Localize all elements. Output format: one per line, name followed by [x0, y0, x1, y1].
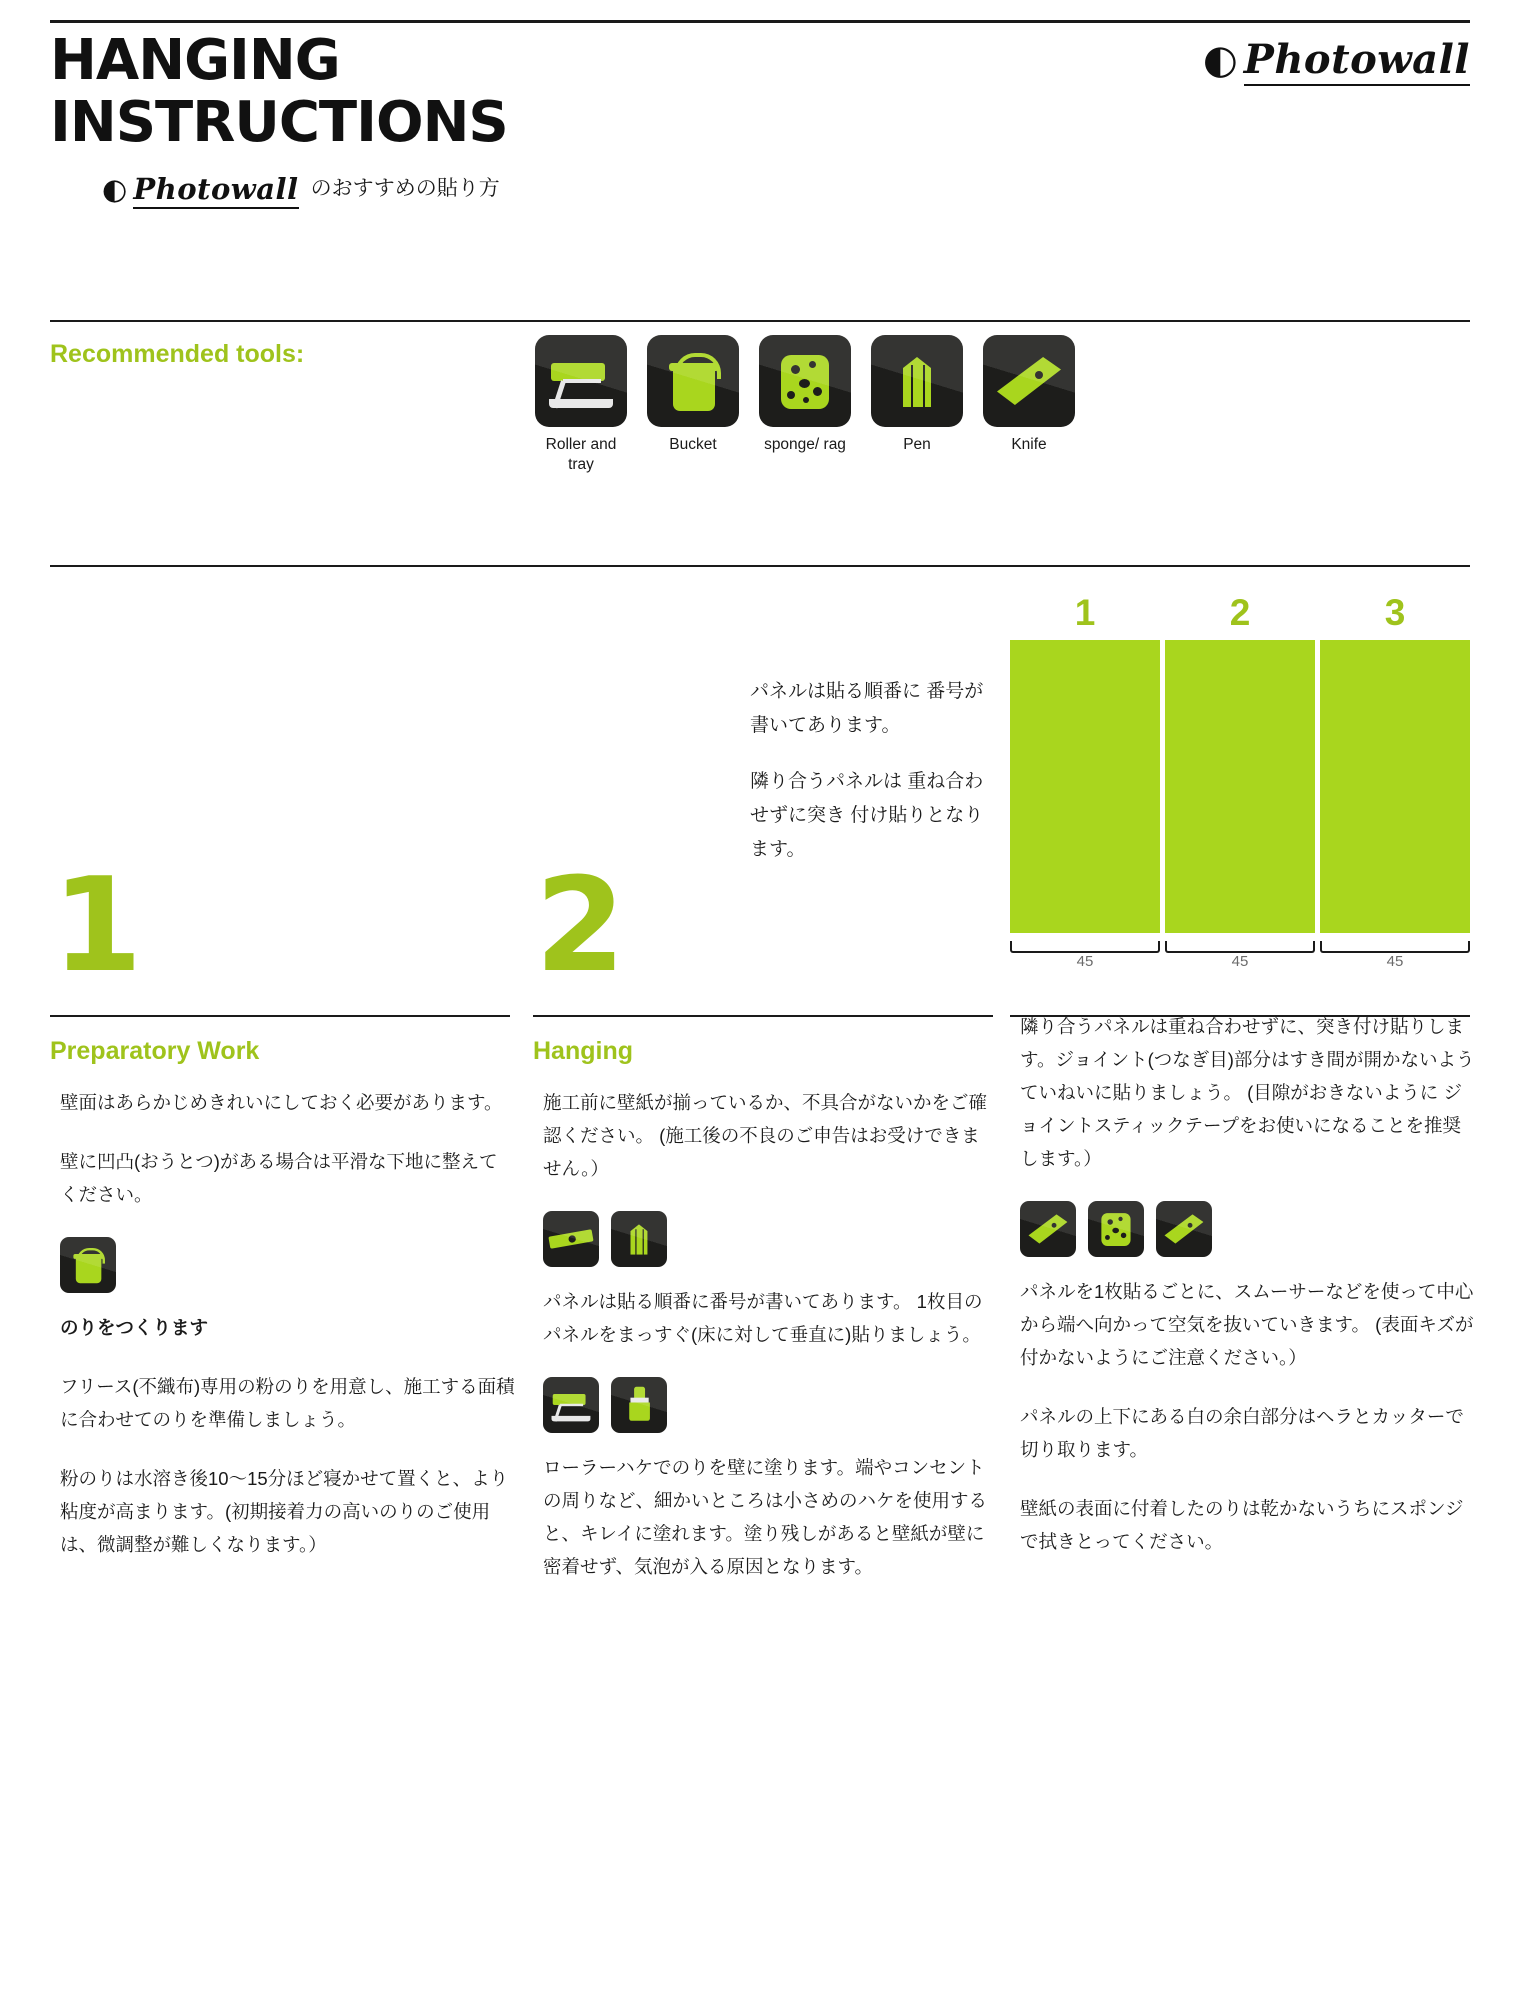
knife-icon: [983, 335, 1075, 427]
header-top-rule: [50, 20, 1470, 23]
panel-width-brace: [1010, 935, 1160, 969]
section-rule: [50, 565, 1470, 567]
panel-width-braces: [1010, 935, 1470, 969]
panel-diagram: [1010, 592, 1470, 969]
joining-icon-row: [1010, 1201, 1475, 1257]
hanging-paragraph-1: 施工前に壁紙が揃っているか、不具合がないかをご確認ください。 (施工後の不良のご申告はお受けできません。）: [543, 1092, 988, 1179]
knife-icon: [1156, 1201, 1212, 1257]
panel-width-label: 45: [1231, 953, 1249, 970]
photowall-logo-inline-word: Photowall: [133, 172, 298, 206]
photowall-logo-word: Photowall: [1244, 36, 1470, 83]
roller-and-tray-icon: [535, 335, 627, 427]
tool-bucket: [647, 335, 739, 475]
panel-width-brace: [1165, 935, 1315, 969]
joining-paragraph-3: パネルの上下にある白の余白部分はヘラとカッターで切り取ります。: [1020, 1406, 1464, 1460]
prep-icon-row: [50, 1237, 515, 1293]
page-title-line2: INSTRUCTIONS: [50, 90, 508, 155]
photowall-logo-mark: ◐: [1202, 36, 1238, 83]
step-number-2: 2: [535, 849, 626, 1001]
subtitle-text: のおすすめの貼り方: [310, 177, 500, 200]
prep-paragraph-3: フリース(不織布)専用の粉のりを用意し、施工する面積に合わせてのりを準備しましょう。: [60, 1376, 515, 1430]
tool-caption: Knife: [1011, 436, 1047, 453]
tool-caption: sponge/ rag: [764, 436, 846, 453]
prep-paragraph-4: 粉のりは水溶き後10〜15分ほど寝かせて置くと、より粘度が高まります。(初期接着力の高いのりのご使用は、微調整が難しくなります。）: [60, 1468, 509, 1555]
panel-box: [1010, 640, 1160, 933]
panels-note-1: パネルは貼る順番に 番号が書いてあります。: [750, 681, 984, 736]
hanging-paragraph-3: ローラーハケでのりを壁に塗ります。端やコンセントの周りなど、細かいところは小さめのハケを使用すると、キレイに塗れます。塗り残しがあると壁紙が壁に密着せず、気泡が入る原因となります。: [543, 1457, 988, 1577]
sponge-rag-icon: [759, 335, 851, 427]
pen-icon: [871, 335, 963, 427]
column-joining: [1010, 1010, 1475, 1584]
step-number-1: 1: [52, 849, 143, 1001]
page-header: [50, 30, 1470, 206]
joining-paragraph-1: 隣り合うパネルは重ね合わせずに、突き付け貼りします。ジョイント(つなぎ目)部分はすき間が開かないようていねいに貼りましょう。 (目隙がおきないように ジョイントスティックテープをお使いになることを推奨します。）: [1020, 1016, 1475, 1169]
column-preparatory-work: [50, 1035, 515, 1587]
panel-width-label: 45: [1386, 953, 1404, 970]
photowall-logo-inline: [102, 172, 299, 206]
tool-roller-and-tray: [535, 335, 627, 475]
bucket-icon: [647, 335, 739, 427]
knife-icon: [1020, 1201, 1076, 1257]
panel-width-label: 45: [1076, 953, 1094, 970]
column-rule: [50, 1015, 510, 1017]
prep-paragraph-1: 壁面はあらかじめきれいにしておく必要があります。: [60, 1092, 503, 1113]
tools-row: [535, 335, 1075, 475]
photowall-logo-inline-mark: ◐: [102, 172, 128, 206]
joining-paragraph-2: パネルを1枚貼るごとに、スムーサーなどを使って中心から端へ向かって空気を抜いていきます。 (表面キズが付かないようにご注意ください。）: [1020, 1281, 1474, 1368]
tool-sponge-rag: [759, 335, 851, 475]
tools-rule: [50, 320, 1470, 322]
tool-knife: [983, 335, 1075, 475]
tool-caption: Bucket: [669, 436, 717, 453]
sponge-rag-icon: [1088, 1201, 1144, 1257]
panels-note-2: 隣り合うパネルは 重ね合わせずに突き 付け貼りとなります。: [750, 771, 984, 860]
column-rule: [533, 1015, 993, 1017]
panel-boxes: [1010, 640, 1470, 933]
panel-width-brace: [1320, 935, 1470, 969]
hanging-paragraph-2: パネルは貼る順番に番号が書いてあります。 1枚目のパネルをまっすぐ(床に対して垂直に)貼りましょう。: [543, 1291, 983, 1345]
level-icon: [543, 1211, 599, 1267]
column-hanging: [533, 1035, 998, 1609]
tool-pen: [871, 335, 963, 475]
hanging-icon-row-2: [533, 1377, 998, 1433]
prep-bold-note: のりをつくります: [60, 1317, 209, 1338]
panel-box: [1165, 640, 1315, 933]
prep-paragraph-2: 壁に凹凸(おうとつ)がある場合は平滑な下地に整えてください。: [60, 1151, 498, 1205]
joining-paragraph-4: 壁紙の表面に付着したのりは乾かないうちにスポンジで拭きとってください。: [1020, 1498, 1464, 1552]
brush-icon: [611, 1377, 667, 1433]
tool-caption: Pen: [903, 436, 931, 453]
roller-and-tray-icon: [543, 1377, 599, 1433]
panel-number: 2: [1229, 592, 1251, 633]
panel-box: [1320, 640, 1470, 933]
pen-icon: [611, 1211, 667, 1267]
bucket-icon: [60, 1237, 116, 1293]
panel-number: 3: [1384, 592, 1406, 633]
recommended-tools-label: Recommended tools:: [50, 340, 305, 368]
hanging-icon-row-1: [533, 1211, 998, 1267]
panel-numbers: [1010, 592, 1470, 634]
page-title-line1: HANGING: [50, 28, 340, 93]
panels-note: [750, 675, 1000, 889]
panel-number: 1: [1074, 592, 1096, 633]
subtitle-row: [102, 172, 1470, 206]
tool-caption: Roller and tray: [545, 436, 617, 473]
section-heading-hanging: Hanging: [533, 1037, 633, 1065]
section-heading-preparatory: Preparatory Work: [50, 1037, 260, 1065]
